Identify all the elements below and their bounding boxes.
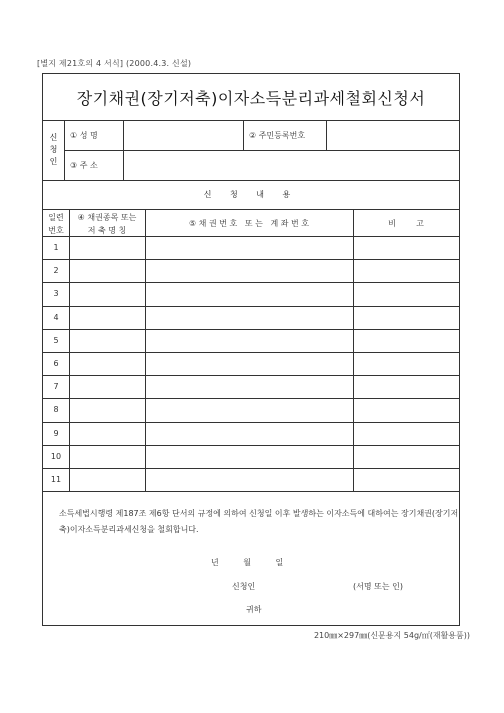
table-cell[interactable] <box>70 283 144 305</box>
name-label: ① 성 명 <box>70 131 98 140</box>
table-cell[interactable] <box>146 446 352 468</box>
table-cell[interactable] <box>146 283 352 305</box>
header-remarks: 비 고 <box>388 219 424 228</box>
table-cell[interactable] <box>354 376 458 398</box>
address-field[interactable] <box>124 151 458 179</box>
date-line[interactable]: 년 월 일 <box>211 558 284 567</box>
table-cell[interactable] <box>146 330 352 352</box>
table-cell[interactable] <box>354 399 458 421</box>
row-number: 2 <box>53 266 59 276</box>
table-cell[interactable] <box>70 423 144 445</box>
table-cell[interactable] <box>354 283 458 305</box>
applicant-label-char: 청 <box>49 145 58 154</box>
table-cell[interactable] <box>146 399 352 421</box>
table-cell[interactable] <box>70 376 144 398</box>
addressee: 귀하 <box>246 605 262 614</box>
paper-spec: 210㎜×297㎜(신문용지 54g/㎡(재활용품)) <box>313 631 470 640</box>
table-cell[interactable] <box>70 237 144 259</box>
row-number: 8 <box>53 405 59 415</box>
table-cell[interactable] <box>146 376 352 398</box>
signature-note[interactable]: (서명 또는 인) <box>353 582 403 591</box>
applicant-col-divider <box>243 120 244 150</box>
row-number: 1 <box>53 243 59 252</box>
applicant-label-char: 신 <box>49 133 58 142</box>
form-number: [별지 제21호의 4 서식] (2000.4.3. 신설) <box>37 59 192 68</box>
title-box <box>43 74 459 121</box>
table-cell[interactable] <box>70 260 144 282</box>
table-cell[interactable] <box>70 353 144 375</box>
table-cell[interactable] <box>354 446 458 468</box>
table-cell[interactable] <box>70 446 144 468</box>
resident-number-label: ② 주민등록번호 <box>249 131 306 140</box>
header-bond-number: ⑤ 채 권 번 호 또 는 계 좌 번 호 <box>188 219 310 228</box>
signer-label: 신청인 <box>232 582 256 591</box>
applicant-label-char: 인 <box>49 157 58 166</box>
table-cell[interactable] <box>70 307 144 329</box>
table-cell[interactable] <box>70 469 144 491</box>
section-title: 신 청 내 용 <box>43 180 459 210</box>
table-cell[interactable] <box>354 353 458 375</box>
table-row-line <box>43 491 459 492</box>
header-bond-type: ④ 채권종목 또는 저 축 명 칭 <box>77 213 137 235</box>
table-cell[interactable] <box>354 469 458 491</box>
declaration-text: 소득세법시행령 제187조 제6항 단서의 규정에 의하여 신청일 이후 발생하는 이자소득에 대하여는 장기채권(장기저축)이자소득분리과세신청을 철회합니다. <box>59 509 459 534</box>
row-number: 10 <box>50 451 62 461</box>
name-field[interactable] <box>124 121 242 149</box>
row-number: 5 <box>53 335 59 345</box>
header-serial: 일련 번호 <box>48 213 64 235</box>
table-cell[interactable] <box>354 307 458 329</box>
row-number: 3 <box>53 289 59 299</box>
table-cell[interactable] <box>146 423 352 445</box>
row-number: 11 <box>50 475 62 484</box>
table-cell[interactable] <box>354 260 458 282</box>
applicant-label <box>43 120 65 181</box>
row-number: 9 <box>53 428 59 438</box>
row-number: 7 <box>53 382 59 392</box>
resident-number-field[interactable] <box>327 121 458 149</box>
table-cell[interactable] <box>146 237 352 259</box>
address-label: ③ 주 소 <box>70 161 98 170</box>
table-cell[interactable] <box>146 260 352 282</box>
row-number: 6 <box>53 359 59 368</box>
table-cell[interactable] <box>146 353 352 375</box>
table-cell[interactable] <box>146 469 352 491</box>
table-cell[interactable] <box>70 399 144 421</box>
table-cell[interactable] <box>70 330 144 352</box>
form-title: 장기채권(장기저축)이자소득분리과세철회신청서 <box>76 88 426 108</box>
row-number: 4 <box>53 312 59 322</box>
table-cell[interactable] <box>354 330 458 352</box>
table-cell[interactable] <box>354 237 458 259</box>
table-cell[interactable] <box>146 307 352 329</box>
table-cell[interactable] <box>354 423 458 445</box>
form-frame <box>42 73 460 626</box>
